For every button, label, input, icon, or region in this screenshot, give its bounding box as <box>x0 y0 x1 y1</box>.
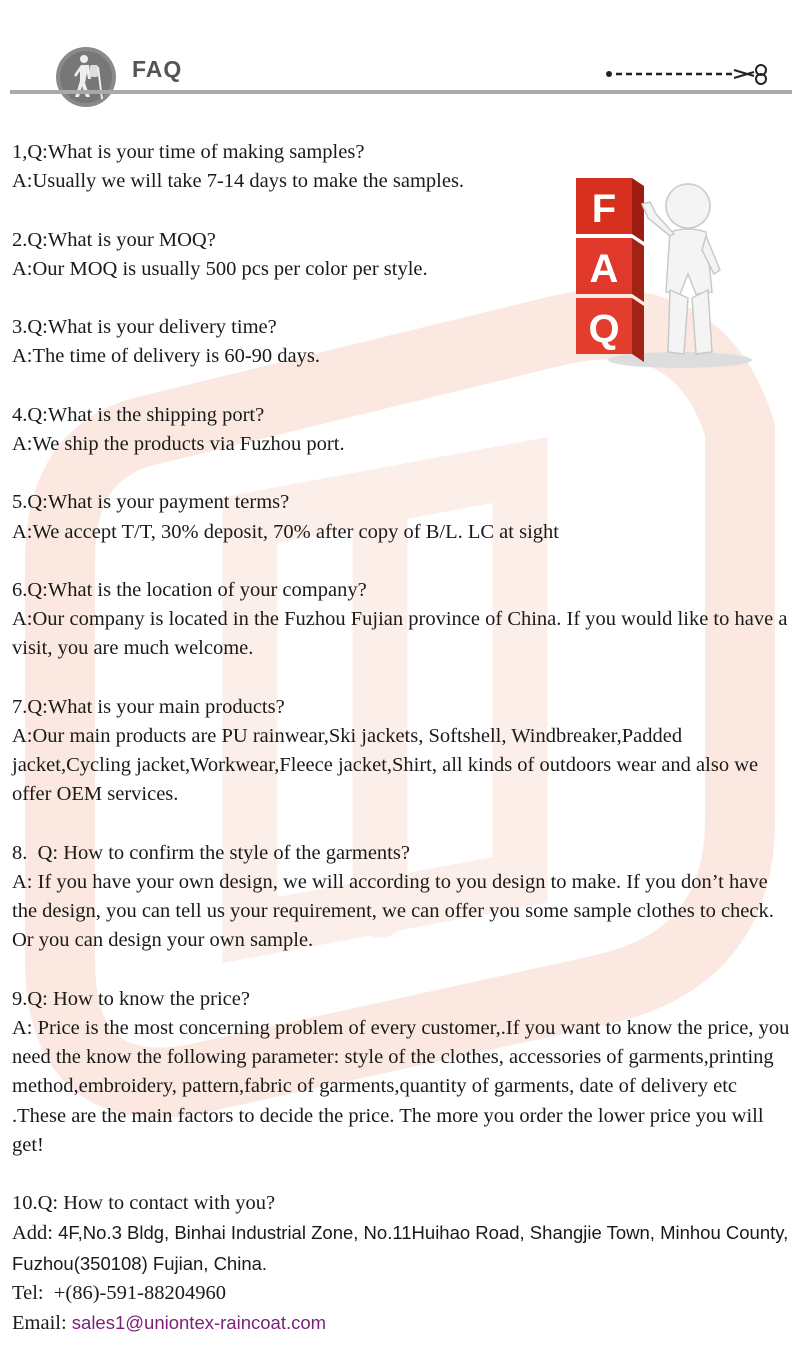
cube-q-icon <box>576 298 644 362</box>
faq-question: 5.Q:What is your payment terms? <box>12 491 290 514</box>
faq-question: 3.Q:What is your delivery time? <box>12 316 277 339</box>
contact-email <box>12 1308 792 1338</box>
faq-item-9 <box>12 985 792 1160</box>
faq-question: 1,Q:What is your time of making samples? <box>12 141 365 163</box>
faq-answer: A:We ship the products via Fuzhou port. <box>12 432 345 455</box>
faq-question: 7.Q:What is your main products? <box>12 695 285 718</box>
faq-question: 6.Q:What is the location of your company? <box>12 578 367 601</box>
page-header <box>0 0 800 110</box>
address-label: Add: <box>12 1222 53 1245</box>
email-label: Email: <box>12 1311 67 1334</box>
faq-answer: A:Our company is located in the Fuzhou Fujian province of China. If you would like to have a visit, you are much welcome. <box>12 608 788 660</box>
cube-a-letter: A <box>589 247 619 291</box>
cube-q-letter: Q <box>588 307 620 351</box>
tel-value: +(86)-591-88204960 <box>53 1281 226 1304</box>
header-divider <box>10 90 792 94</box>
faq-item-6 <box>12 576 792 664</box>
faq-item-10-contact <box>12 1189 792 1338</box>
faq-item-2 <box>12 226 552 284</box>
faq-question: 10.Q: How to contact with you? <box>12 1192 276 1215</box>
faq-item-1 <box>12 138 552 196</box>
tel-label: Tel: <box>12 1281 44 1304</box>
faq-question: 4.Q:What is the shipping port? <box>12 403 265 426</box>
white-figure-icon <box>642 184 720 354</box>
page-title: FAQ <box>132 56 183 82</box>
cube-f-letter: F <box>591 187 617 231</box>
faq-answer: A:Our MOQ is usually 500 pcs per color per style. <box>12 257 428 280</box>
faq-item-5 <box>12 488 792 546</box>
faq-item-3 <box>12 313 552 371</box>
address-value: 4F,No.3 Bldg, Binhai Industrial Zone, No.11Huihao Road, Shangjie Town, Minhou County, Fuzhou(350108) Fujian, China. <box>12 1222 789 1274</box>
faq-answer: A:The time of delivery is 60-90 days. <box>12 345 321 368</box>
scissors-icon <box>604 62 774 86</box>
contact-tel <box>12 1279 792 1308</box>
faq-answer: A:We accept T/T, 30% deposit, 70% after copy of B/L. LC at sight <box>12 520 559 543</box>
faq-figure-illustration <box>570 174 756 374</box>
faq-answer: A:Usually we will take 7-14 days to make the samples. <box>12 170 465 193</box>
cube-a-icon <box>576 238 644 302</box>
faq-item-8 <box>12 839 792 956</box>
faq-item-4 <box>12 401 552 459</box>
email-link[interactable]: sales1@uniontex-raincoat.com <box>71 1311 327 1333</box>
faq-answer: A:Our main products are PU rainwear,Ski jackets, Softshell, Windbreaker,Padded jacket,Cycling jacket,Workwear,Fleece jacket,Shirt, all kinds of outdoors wear and also we offer OEM services. <box>12 724 759 806</box>
faq-question: 8. Q: How to confirm the style of the garments? <box>12 841 410 864</box>
faq-item-7 <box>12 693 792 810</box>
faq-answer: A: If you have your own design, we will according to you design to make. If you don’t have the design, you can tell us your requirement, we can offer you some sample clothes to check. Or you can design your own sample. <box>12 870 774 952</box>
faq-question: 2.Q:What is your MOQ? <box>12 228 216 251</box>
cube-f-icon <box>576 178 644 242</box>
contact-address <box>12 1218 792 1278</box>
hiker-logo-icon <box>54 45 118 109</box>
faq-answer: A: Price is the most concerning problem of every customer,.If you want to know the price, you need the know the following parameter: style of the clothes, accessories of garments,printing method,embroidery, pattern,fabric of garments,quantity of garments, date of delivery etc .These are the main factors to decide the price. The more you order the lower price you will get! <box>12 1016 790 1156</box>
faq-question: 9.Q: How to know the price? <box>12 987 250 1010</box>
